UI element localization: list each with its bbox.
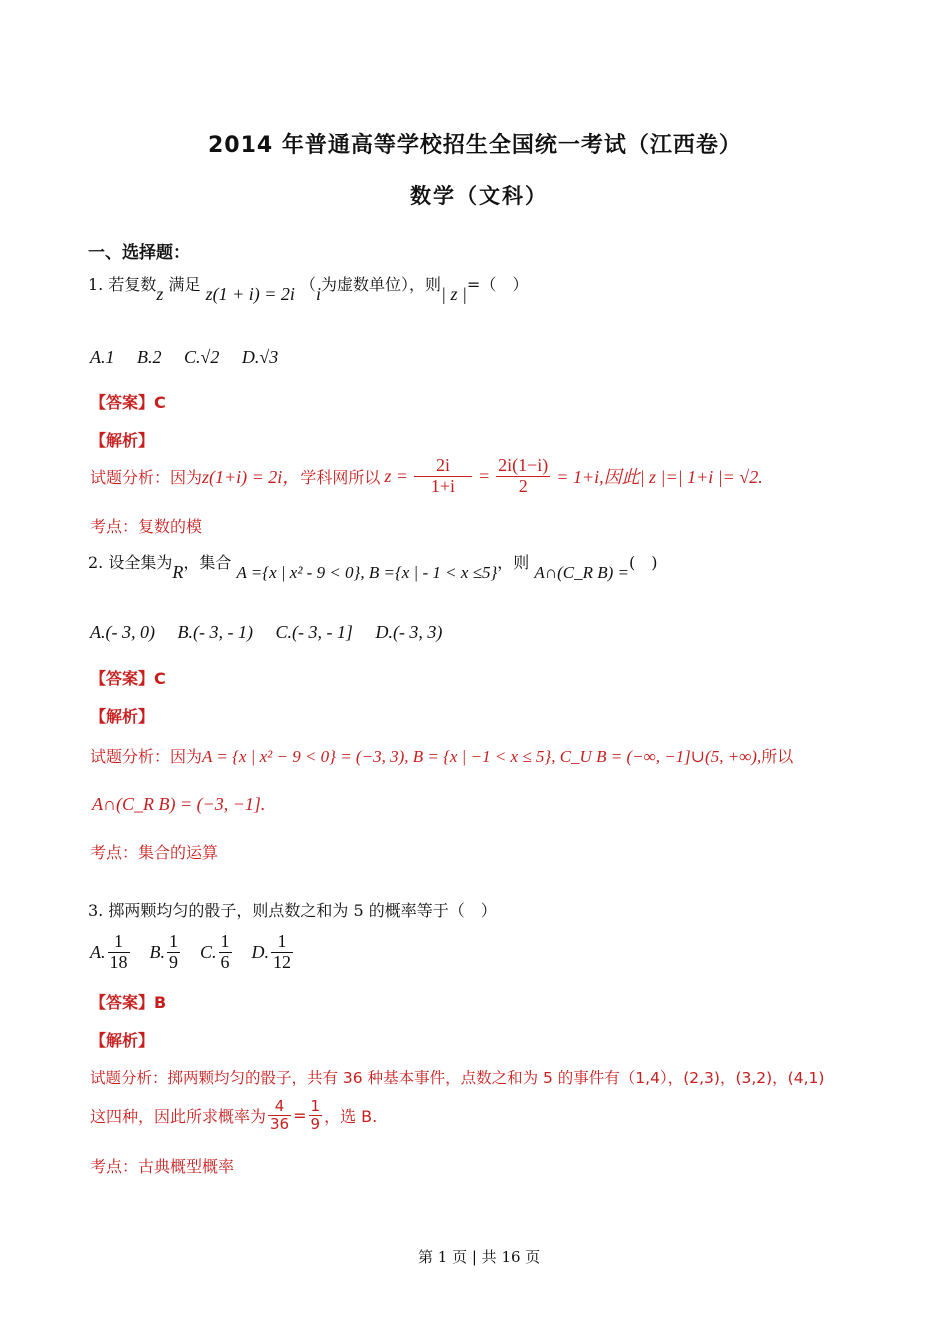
q1-var-i: i — [315, 284, 321, 304]
q2-sets: A ={x | x² - 9 < 0}, B ={x | - 1 < x ≤5} — [236, 563, 498, 582]
q3-option-d-letter: D. — [251, 941, 270, 962]
q3-option-d-num: 1 — [277, 931, 287, 951]
q1-mid1: 满足 — [168, 275, 201, 294]
q3-option-d-den: 12 — [273, 951, 292, 972]
q3-option-d-frac — [271, 932, 293, 973]
q3-option-b-den: 9 — [169, 951, 178, 972]
q3-option-b-letter: B. — [149, 941, 165, 962]
q3-option-b-frac — [167, 932, 180, 973]
document-title: 2014 年普通高等学校招生全国统一考试（江西卷） — [208, 133, 742, 158]
q3-options — [90, 932, 295, 973]
q3-analysis-frac-2-num: 1 — [310, 1097, 321, 1115]
question-1 — [88, 272, 529, 304]
q3-option-b-num: 1 — [169, 931, 178, 951]
q1-analysis-mid: 学科网所以 — [300, 467, 381, 487]
q1-frac-2-num: 2i(1−i) — [498, 455, 549, 475]
q3-option-a — [90, 932, 132, 973]
q1-abs-z: | z | — [441, 284, 467, 304]
q3-analysis-label: 【解析】 — [90, 1031, 155, 1050]
q2-var-R: R — [172, 562, 184, 582]
q1-paren: （ — [299, 275, 316, 294]
q3-analysis-line2 — [90, 1098, 377, 1132]
q1-tail: =（ ） — [466, 275, 529, 294]
q3-analysis-line2-prefix: 这四种，因此所求概率为 — [90, 1106, 267, 1126]
q2-analysis-prefix: 试题分析：因为 — [90, 747, 203, 766]
question-2 — [88, 550, 658, 582]
q2-options: A.(- 3, 0) B.(- 3, - 1) C.(- 3, - 1] D.(- 3, 3) — [90, 622, 443, 642]
q3-option-c-letter: C. — [200, 941, 217, 962]
q2-expr: A∩(C_R B) = — [534, 563, 629, 582]
q3-analysis-frac-1 — [268, 1098, 291, 1132]
q1-analysis-tail: = 1+i,因此| z |=| 1+i |= √2. — [556, 467, 763, 488]
q1-analysis-math1: z(1+i) = 2i， — [202, 467, 301, 488]
q3-option-c-num: 1 — [220, 931, 230, 951]
q1-analysis-prefix: 试题分析：因为 — [90, 467, 203, 487]
q3-option-c-den: 6 — [220, 951, 230, 972]
document-subtitle: 数学（文科） — [410, 184, 548, 208]
q2-analysis-label: 【解析】 — [90, 707, 155, 726]
q2-prefix: 2. 设全集为 — [88, 553, 173, 572]
q1-var-z: z — [156, 284, 164, 304]
q1-options: A.1 B.2 C.√2 D.√3 — [90, 347, 279, 367]
q1-point: 考点：复数的模 — [90, 517, 203, 536]
q1-equation: z(1 + i) = 2i — [205, 284, 295, 304]
q2-analysis-line2: A∩(C_R B) = (−3, −1]. — [92, 794, 266, 814]
q3-answer: 【答案】B — [90, 993, 167, 1012]
q3-analysis-frac-1-num: 4 — [274, 1097, 285, 1115]
q3-point: 考点：古典概型概率 — [90, 1157, 235, 1176]
q2-analysis-so: 所以 — [761, 747, 794, 766]
q3-analysis-eq: = — [293, 1105, 307, 1125]
q1-frac-2-den: 2 — [496, 476, 550, 497]
q1-frac-1-num: 2i — [435, 455, 450, 475]
q2-mid1: ，集合 — [183, 553, 232, 572]
q3-option-a-num: 1 — [114, 931, 123, 951]
q2-mid2: ，则 — [497, 553, 530, 572]
question-3: 3. 掷两颗均匀的骰子，则点数之和为 5 的概率等于（ ） — [88, 901, 497, 920]
q2-tail: ( ) — [628, 553, 658, 572]
q3-analysis-frac-1-den: 36 — [270, 1114, 290, 1133]
q1-answer: 【答案】C — [90, 393, 166, 412]
q3-analysis-line2-tail: ，选 B. — [324, 1106, 378, 1126]
page-footer: 第 1 页 | 共 16 页 — [418, 1248, 541, 1266]
q1-frac-2 — [496, 456, 550, 497]
q2-analysis-line1 — [90, 744, 793, 767]
q1-eq: = — [477, 465, 491, 486]
q1-frac-1-den: 1+i — [414, 476, 472, 497]
q3-analysis-frac-2-den: 9 — [310, 1114, 321, 1133]
q1-mid2: 为虚数单位），则 — [321, 275, 442, 294]
q3-option-c — [200, 932, 234, 973]
q1-frac-1 — [414, 456, 472, 497]
q2-answer: 【答案】C — [90, 669, 166, 688]
q3-analysis-frac-2 — [309, 1098, 323, 1132]
q3-option-a-letter: A. — [90, 941, 106, 962]
q3-option-c-frac — [219, 932, 232, 973]
q3-option-b — [150, 932, 183, 973]
q1-analysis-z: z = — [384, 465, 408, 486]
q1-analysis-label: 【解析】 — [90, 431, 155, 450]
q3-option-a-den: 18 — [109, 951, 128, 972]
q1-analysis — [90, 456, 763, 497]
q1-prefix: 1. 若复数 — [88, 275, 157, 294]
section-heading: 一、选择题： — [88, 243, 190, 263]
q2-analysis-math: A = {x | x² − 9 < 0} = (−3, 3), B = {x | −1 < x ≤ 5}, C_U B = (−∞, −1]∪(5, +∞), — [202, 747, 762, 766]
q3-analysis-line1: 试题分析：掷两颗均匀的骰子，共有 36 种基本事件，点数之和为 5 的事件有（1,4），(2,3)，(3,2)，(4,1) — [90, 1069, 825, 1087]
q3-option-d — [252, 932, 296, 973]
q2-point: 考点：集合的运算 — [90, 843, 219, 862]
q3-option-a-frac — [108, 932, 130, 973]
